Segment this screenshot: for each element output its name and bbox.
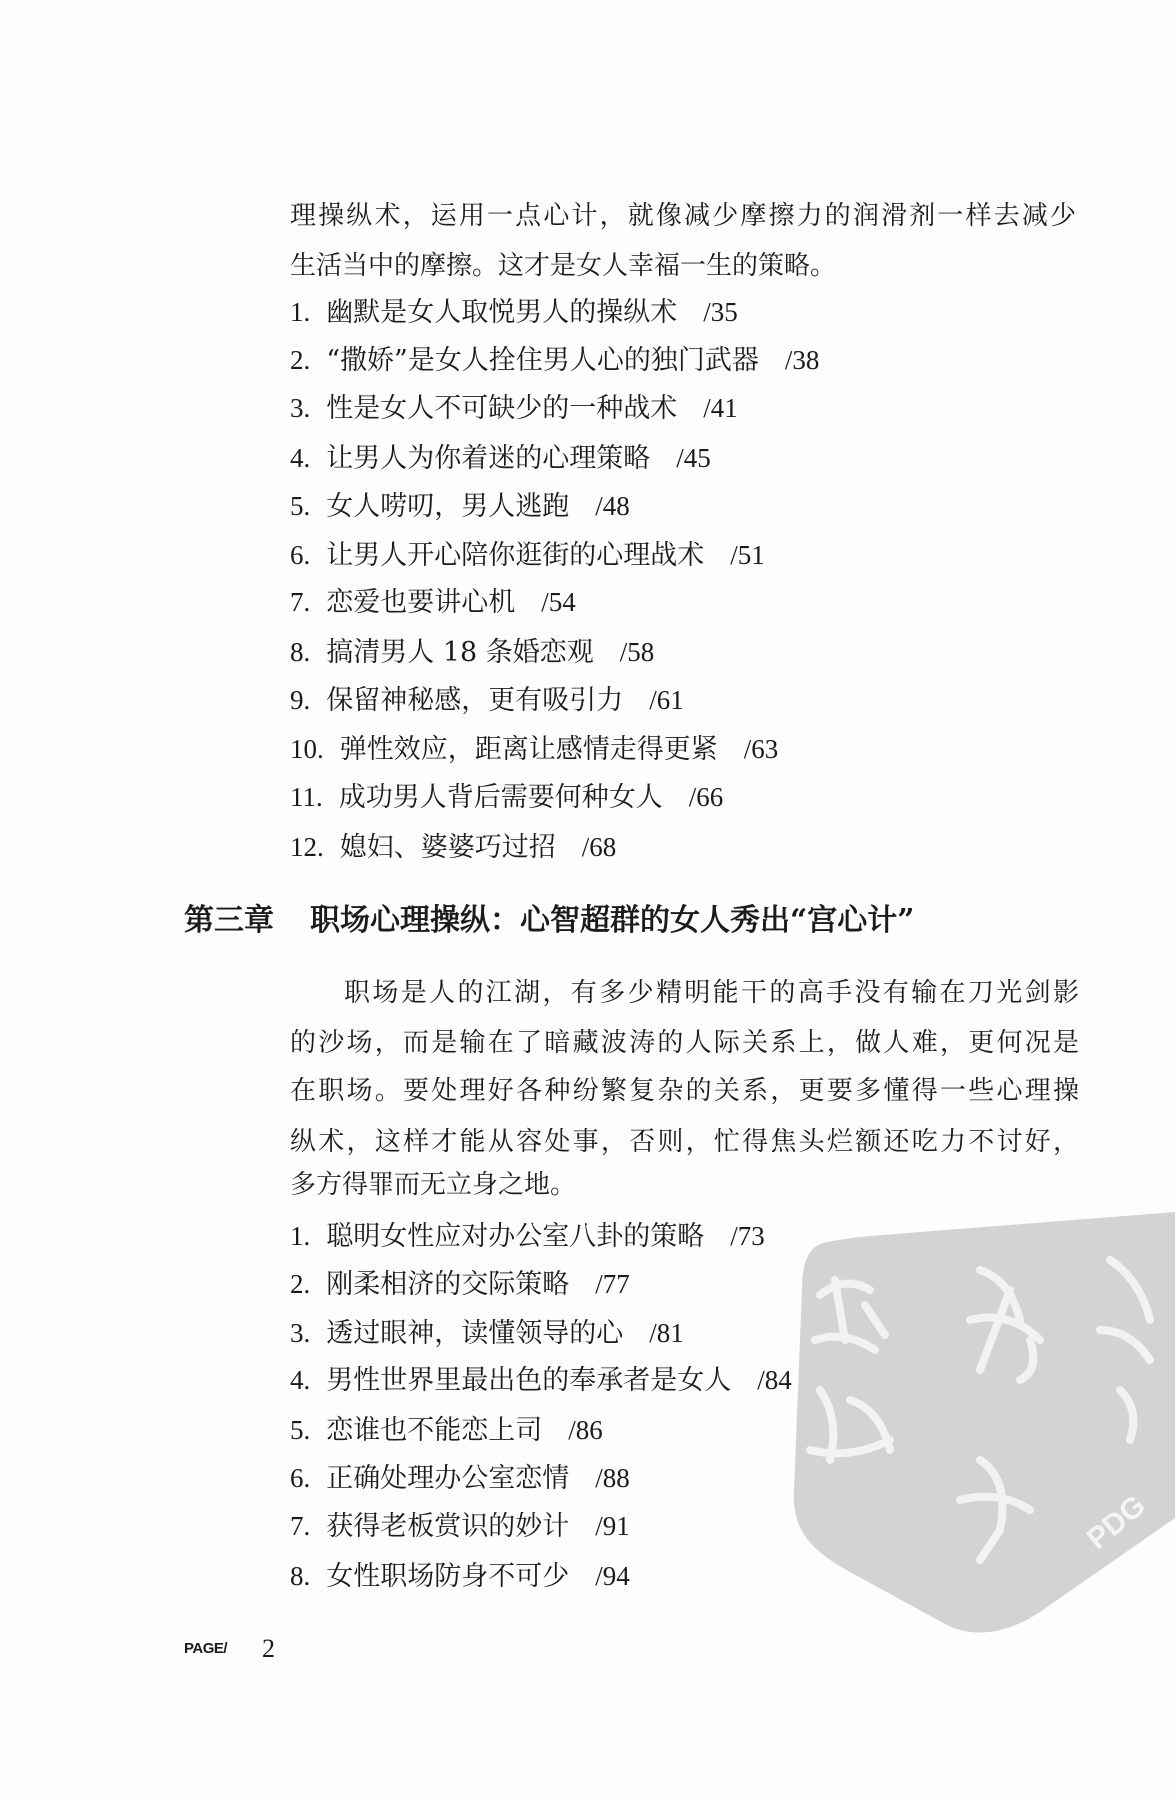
footer-page-label: PAGE/ bbox=[184, 1640, 228, 1657]
entry-title: 获得老板赏识的妙计 bbox=[326, 1511, 570, 1542]
chapter-intro-line: 在职场。要处理好各种纷繁复杂的关系，更要多懂得一些心理操 bbox=[290, 1076, 1079, 1106]
entry-page: /66 bbox=[688, 782, 724, 812]
entry-page: /45 bbox=[676, 443, 711, 473]
entry-page: /91 bbox=[595, 1511, 630, 1541]
toc-entry bbox=[290, 535, 765, 575]
entry-title: 弹性效应，距离让感情走得更紧 bbox=[339, 734, 718, 765]
entry-number: 3. bbox=[290, 393, 311, 423]
toc-entry bbox=[290, 582, 576, 622]
entry-page: /38 bbox=[784, 345, 820, 375]
toc-entry bbox=[290, 1313, 684, 1353]
footer-page-number: 2 bbox=[262, 1634, 275, 1663]
entry-title: 让男人开心陪你逛街的心理战术 bbox=[326, 540, 705, 571]
entry-title: 男性世界里最出色的奉承者是女人 bbox=[326, 1365, 732, 1396]
entry-title: 女人唠叨，男人逃跑 bbox=[326, 491, 570, 522]
toc-entry bbox=[290, 388, 738, 428]
entry-number: 5. bbox=[290, 491, 311, 521]
entry-number: 4. bbox=[290, 443, 311, 473]
entry-page: /61 bbox=[649, 685, 684, 715]
entry-page: /81 bbox=[649, 1318, 684, 1348]
entry-title: 成功男人背后需要何种女人 bbox=[338, 782, 663, 813]
entry-page: /35 bbox=[703, 297, 738, 327]
entry-title: 透过眼神，读懂领导的心 bbox=[326, 1318, 624, 1349]
entry-title: 搞清男人 18 条婚恋观 bbox=[326, 637, 594, 668]
entry-number: 1. bbox=[290, 297, 311, 327]
entry-page: /86 bbox=[568, 1415, 603, 1445]
entry-title: 让男人为你着迷的心理策略 bbox=[326, 443, 651, 474]
entry-page: /63 bbox=[743, 734, 779, 764]
entry-number: 4. bbox=[290, 1365, 311, 1395]
watermark-seal bbox=[780, 1200, 1175, 1640]
entry-title: 正确处理办公室恋情 bbox=[326, 1463, 570, 1494]
entry-number: 3. bbox=[290, 1318, 311, 1348]
watermark-label: PDG bbox=[1080, 1488, 1152, 1556]
entry-title: 媳妇、婆婆巧过招 bbox=[339, 832, 556, 863]
entry-number: 12. bbox=[290, 832, 324, 862]
toc-entry bbox=[290, 729, 778, 769]
entry-number: 8. bbox=[290, 1561, 311, 1591]
toc-entry bbox=[290, 1410, 603, 1450]
chapter-intro-line: 多方得罪而无立身之地。 bbox=[290, 1170, 577, 1200]
entry-number: 2. bbox=[290, 345, 311, 375]
entry-number: 6. bbox=[290, 540, 311, 570]
toc-entry bbox=[290, 1556, 630, 1596]
chapter-intro-line: 的沙场，而是输在了暗藏波涛的人际关系上，做人难，更何况是 bbox=[290, 1028, 1079, 1058]
entry-number: 6. bbox=[290, 1463, 311, 1493]
entry-page: /88 bbox=[595, 1463, 630, 1493]
entry-number: 7. bbox=[290, 587, 311, 617]
chapter-intro-line: 纵术，这样才能从容处事，否则，忙得焦头烂额还吃力不讨好， bbox=[290, 1127, 1079, 1157]
intro-line: 理操纵术，运用一点心计，就像减少摩擦力的润滑剂一样去减少 bbox=[290, 201, 1076, 231]
entry-number: 9. bbox=[290, 685, 311, 715]
entry-title: 女性职场防身不可少 bbox=[326, 1561, 570, 1592]
entry-page: /68 bbox=[581, 832, 617, 862]
entry-title: 恋爱也要讲心机 bbox=[326, 587, 516, 618]
entry-number: 8. bbox=[290, 637, 311, 667]
toc-entry bbox=[290, 777, 723, 817]
entry-title: 聪明女性应对办公室八卦的策略 bbox=[326, 1221, 705, 1252]
toc-entry bbox=[290, 680, 684, 720]
entry-title: 刚柔相济的交际策略 bbox=[326, 1269, 570, 1300]
toc-entry bbox=[290, 340, 819, 380]
toc-entry bbox=[290, 1216, 765, 1256]
entry-page: /48 bbox=[595, 491, 630, 521]
entry-page: /51 bbox=[730, 540, 765, 570]
entry-title: 恋谁也不能恋上司 bbox=[326, 1415, 543, 1446]
entry-title: 性是女人不可缺少的一种战术 bbox=[326, 393, 678, 424]
entry-page: /54 bbox=[541, 587, 576, 617]
chapter-title: 职场心理操纵：心智超群的女人秀出“宫心计” bbox=[310, 903, 915, 938]
toc-entry bbox=[290, 292, 738, 332]
entry-page: /94 bbox=[595, 1561, 630, 1591]
entry-title: “撒娇”是女人拴住男人心的独门武器 bbox=[326, 345, 759, 376]
entry-number: 11. bbox=[290, 782, 323, 812]
toc-entry bbox=[290, 827, 616, 867]
entry-number: 5. bbox=[290, 1415, 311, 1445]
entry-page: /77 bbox=[595, 1269, 630, 1299]
chapter-label: 第三章 bbox=[184, 903, 274, 938]
toc-entry bbox=[290, 632, 654, 672]
toc-entry bbox=[290, 1264, 630, 1304]
entry-number: 7. bbox=[290, 1511, 311, 1541]
toc-entry bbox=[290, 1506, 630, 1546]
toc-entry bbox=[290, 1360, 792, 1400]
chapter-intro-line: 职场是人的江湖，有多少精明能干的高手没有输在刀光剑影 bbox=[344, 978, 1079, 1008]
entry-page: /41 bbox=[703, 393, 738, 423]
entry-title: 保留神秘感，更有吸引力 bbox=[326, 685, 624, 716]
entry-page: /58 bbox=[619, 637, 655, 667]
toc-entry bbox=[290, 486, 630, 526]
toc-entry bbox=[290, 438, 711, 478]
entry-page: /84 bbox=[757, 1365, 792, 1395]
entry-number: 2. bbox=[290, 1269, 311, 1299]
entry-title: 幽默是女人取悦男人的操纵术 bbox=[326, 297, 678, 328]
intro-line: 生活当中的摩擦。这才是女人幸福一生的策略。 bbox=[290, 251, 837, 281]
entry-number: 1. bbox=[290, 1221, 311, 1251]
toc-entry bbox=[290, 1458, 630, 1498]
entry-page: /73 bbox=[730, 1221, 765, 1251]
entry-number: 10. bbox=[290, 734, 324, 764]
